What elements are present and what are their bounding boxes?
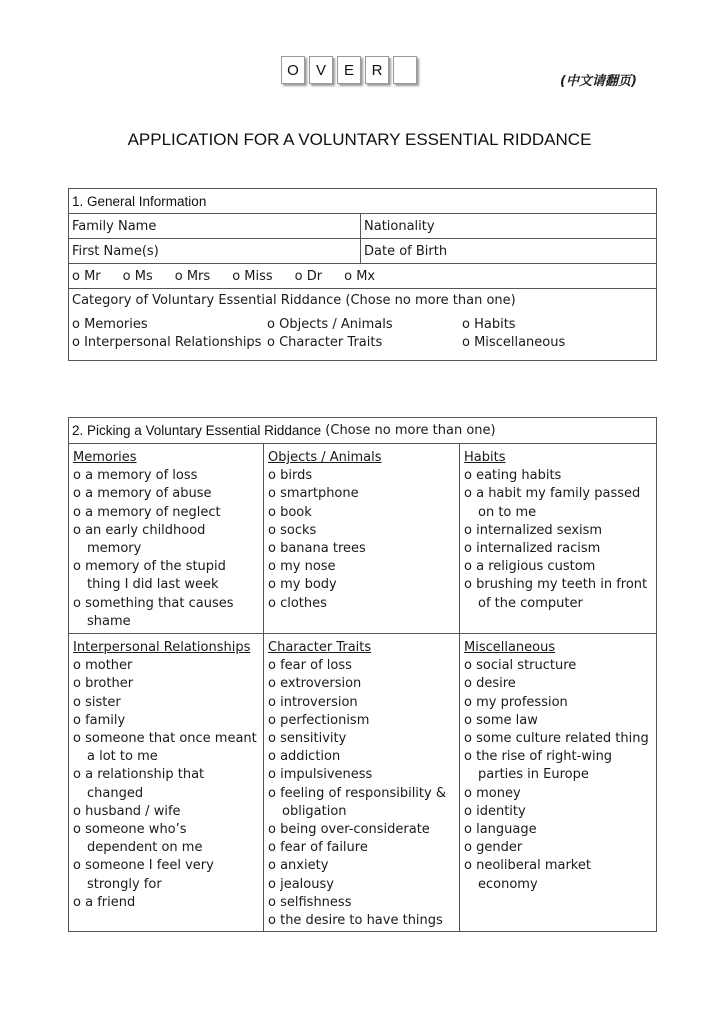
relationships-column-title: Interpersonal Relationships — [73, 640, 251, 655]
traits-option[interactable]: o addiction — [268, 748, 455, 766]
traits-option[interactable]: o jealousy — [268, 876, 455, 894]
habits-option[interactable]: o internalized sexism — [464, 522, 652, 540]
memories-column — [69, 444, 264, 633]
memories-option[interactable]: o a memory of neglect — [73, 504, 259, 522]
misc-option[interactable]: o the rise of right-wing parties in Europe — [464, 748, 652, 784]
category-block — [69, 288, 656, 360]
traits-option[interactable]: o introversion — [268, 694, 455, 712]
over-tiles — [281, 56, 421, 84]
title-option-mx[interactable]: o Mx — [344, 268, 376, 284]
title-option-dr[interactable]: o Dr — [294, 268, 323, 284]
relationships-option[interactable]: o mother — [73, 657, 259, 675]
misc-option[interactable]: o identity — [464, 803, 652, 821]
memories-option[interactable]: o memory of the stupid thing I did last week — [73, 558, 259, 594]
traits-option[interactable]: o fear of failure — [268, 839, 455, 857]
over-tile-v: V — [309, 56, 333, 84]
picking-riddance-section — [68, 417, 657, 932]
memories-option[interactable]: o a memory of abuse — [73, 485, 259, 503]
title-option-mr[interactable]: o Mr — [72, 268, 101, 284]
general-information-section — [68, 188, 657, 361]
title-option-mrs[interactable]: o Mrs — [174, 268, 211, 284]
memories-option[interactable]: o something that causes shame — [73, 595, 259, 631]
traits-option[interactable]: o extroversion — [268, 675, 455, 693]
section2-bottom-band — [69, 633, 656, 931]
habits-option[interactable]: o a religious custom — [464, 558, 652, 576]
objects-option[interactable]: o smartphone — [268, 485, 455, 503]
first-names-field[interactable]: First Name(s) — [69, 239, 361, 263]
objects-column-title: Objects / Animals — [268, 450, 382, 465]
habits-option[interactable]: o a habit my family passed on to me — [464, 485, 652, 521]
habits-option[interactable]: o internalized racism — [464, 540, 652, 558]
objects-column — [264, 444, 460, 633]
section2-top-band — [69, 444, 656, 633]
traits-option[interactable]: o perfectionism — [268, 712, 455, 730]
traits-option[interactable]: o sensitivity — [268, 730, 455, 748]
objects-option[interactable]: o my nose — [268, 558, 455, 576]
memories-option[interactable]: o a memory of loss — [73, 467, 259, 485]
habits-column — [460, 444, 656, 633]
traits-option[interactable]: o anxiety — [268, 857, 455, 875]
family-name-row — [69, 213, 656, 238]
objects-option[interactable]: o book — [268, 504, 455, 522]
section2-heading-row — [69, 418, 656, 444]
traits-option[interactable]: o the desire to have things — [268, 912, 455, 930]
misc-option[interactable]: o some law — [464, 712, 652, 730]
over-tile-o: O — [281, 56, 305, 84]
relationships-option[interactable]: o sister — [73, 694, 259, 712]
category-option-memories[interactable]: o Memories — [72, 317, 148, 332]
objects-option[interactable]: o banana trees — [268, 540, 455, 558]
section1-heading-row — [69, 188, 656, 213]
family-name-field[interactable]: Family Name — [69, 214, 361, 238]
title-options — [69, 264, 378, 288]
first-name-row — [69, 238, 656, 263]
category-option-traits[interactable]: o Character Traits — [267, 335, 383, 350]
memories-column-title: Memories — [73, 450, 137, 465]
over-tile-blank — [393, 56, 417, 84]
over-tile-e: E — [337, 56, 361, 84]
section1-heading: 1. General Information — [72, 193, 207, 209]
category-label: Category of Voluntary Essential Riddance (Chose no more than one) — [72, 293, 516, 308]
misc-option[interactable]: o my profession — [464, 694, 652, 712]
habits-column-title: Habits — [464, 450, 506, 465]
relationships-option[interactable]: o family — [73, 712, 259, 730]
habits-option[interactable]: o eating habits — [464, 467, 652, 485]
traits-option[interactable]: o impulsiveness — [268, 766, 455, 784]
relationships-column — [69, 634, 264, 931]
misc-option[interactable]: o some culture related thing — [464, 730, 652, 748]
category-option-objects[interactable]: o Objects / Animals — [267, 317, 393, 332]
traits-column-title: Character Traits — [268, 640, 372, 655]
traits-option[interactable]: o feeling of responsibility & obligation — [268, 785, 455, 821]
relationships-option[interactable]: o husband / wife — [73, 803, 259, 821]
title-option-miss[interactable]: o Miss — [232, 268, 273, 284]
misc-option[interactable]: o neoliberal market economy — [464, 857, 652, 893]
title-option-ms[interactable]: o Ms — [122, 268, 153, 284]
over-tile-r: R — [365, 56, 389, 84]
category-option-misc[interactable]: o Miscellaneous — [462, 335, 566, 350]
relationships-option[interactable]: o someone I feel very strongly for — [73, 857, 259, 893]
habits-option[interactable]: o brushing my teeth in front of the computer — [464, 576, 652, 612]
objects-option[interactable]: o clothes — [268, 595, 455, 613]
misc-option[interactable]: o language — [464, 821, 652, 839]
page-title: APPLICATION FOR A VOLUNTARY ESSENTIAL RIDDANCE — [127, 130, 592, 149]
relationships-option[interactable]: o someone who’s dependent on me — [73, 821, 259, 857]
memories-option[interactable]: o an early childhood memory — [73, 522, 259, 558]
category-option-habits[interactable]: o Habits — [462, 317, 516, 332]
traits-option[interactable]: o being over-considerate — [268, 821, 455, 839]
misc-option[interactable]: o money — [464, 785, 652, 803]
relationships-option[interactable]: o a friend — [73, 894, 259, 912]
misc-column — [460, 634, 656, 931]
objects-option[interactable]: o socks — [268, 522, 455, 540]
objects-option[interactable]: o birds — [268, 467, 455, 485]
category-options — [72, 317, 653, 350]
nationality-field[interactable]: Nationality — [364, 218, 435, 234]
misc-option[interactable]: o desire — [464, 675, 652, 693]
traits-option[interactable]: o selfishness — [268, 894, 455, 912]
relationships-option[interactable]: o brother — [73, 675, 259, 693]
chinese-page-note: (中文请翻页) — [560, 74, 637, 89]
date-of-birth-field[interactable]: Date of Birth — [364, 243, 448, 259]
title-row — [69, 263, 656, 288]
misc-option[interactable]: o social structure — [464, 657, 652, 675]
misc-option[interactable]: o gender — [464, 839, 652, 857]
relationships-option[interactable]: o a relationship that changed — [73, 766, 259, 802]
section2-heading-note: (Chose no more than one) — [325, 423, 496, 438]
traits-column — [264, 634, 460, 931]
misc-column-title: Miscellaneous — [464, 640, 556, 655]
relationships-option[interactable]: o someone that once meant a lot to me — [73, 730, 259, 766]
objects-option[interactable]: o my body — [268, 576, 455, 594]
traits-option[interactable]: o fear of loss — [268, 657, 455, 675]
category-option-relationships[interactable]: o Interpersonal Relationships — [72, 335, 262, 350]
section2-heading: 2. Picking a Voluntary Essential Riddance — [72, 423, 322, 438]
